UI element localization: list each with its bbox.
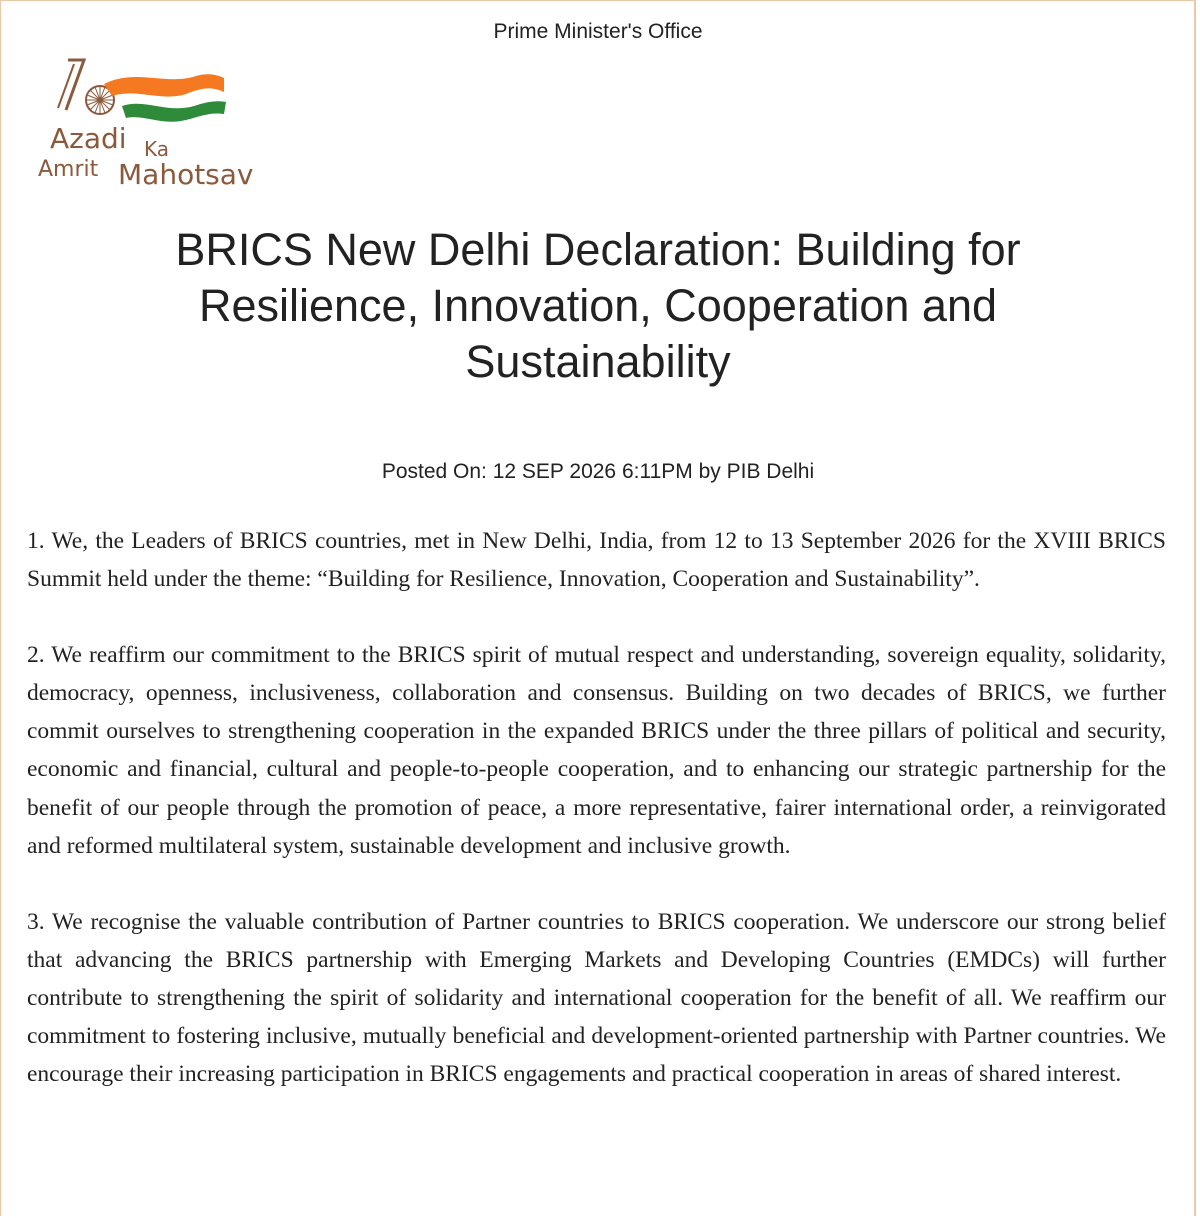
flag-saffron-stripe [104, 74, 224, 96]
title-line-3: Sustainability [465, 336, 731, 387]
ministry-name: Prime Minister's Office [493, 20, 703, 43]
paragraph-1: 1. We, the Leaders of BRICS countries, met in New Delhi, India, from 12 to 13 September 2026 for the XVIII BRICS Summit held under the theme: “Building for Resilience, Innovation, Cooperation and Sustainability”. [27, 528, 1166, 593]
logo-text-amrit: Amrit [38, 157, 99, 182]
declaration-body [27, 522, 1166, 1131]
logo-text-azadi: Azadi [50, 122, 127, 155]
title-line-1: BRICS New Delhi Declaration: Building for [175, 224, 1021, 275]
logo-seven-stroke [66, 60, 84, 110]
paragraph-2: 2. We reaffirm our commitment to the BRICS spirit of mutual respect and understanding, sovereign equality, solidarity, democracy, openness, inclusiveness, collaboration and consensus. Building on two decades of BRICS, we further commit ourselves to strengthening cooperation in the expanded BRICS under the three pillars of political and security, economic and financial, cultural and people-to-people cooperation, and to enhancing our strategic partnership for the benefit of our people through the promotion of peace, a more representative, fairer international order, a reinvigorated and reformed multilateral system, sustainable development and inclusive growth. [27, 642, 1166, 859]
paragraph-3: 3. We recognise the valuable contribution of Partner countries to BRICS cooperation. We underscore our strong belief that advancing the BRICS partnership with Emerging Markets and Developing Countries (EMDCs) will further contribute to strengthening the spirit of solidarity and international cooperation for the benefit of all. We reaffirm our commitment to fostering inclusive, mutually beneficial and development-oriented partnership with Partner countries. We encourage their increasing participation in BRICS engagements and practical cooperation in areas of shared interest. [27, 908, 1166, 1088]
azadi-ka-amrit-mahotsav-logo [36, 56, 276, 192]
logo-text-ka: Ka [144, 137, 170, 161]
posted-on-line: Posted On: 12 SEP 2026 6:11PM by PIB Delhi [381, 460, 815, 483]
page-title [60, 222, 1136, 390]
flag-green-stripe [122, 101, 226, 121]
title-line-2: Resilience, Innovation, Cooperation and [198, 280, 998, 331]
logo-text-mahotsav: Mahotsav [118, 158, 254, 191]
logo-seven-stroke-2 [58, 64, 74, 108]
